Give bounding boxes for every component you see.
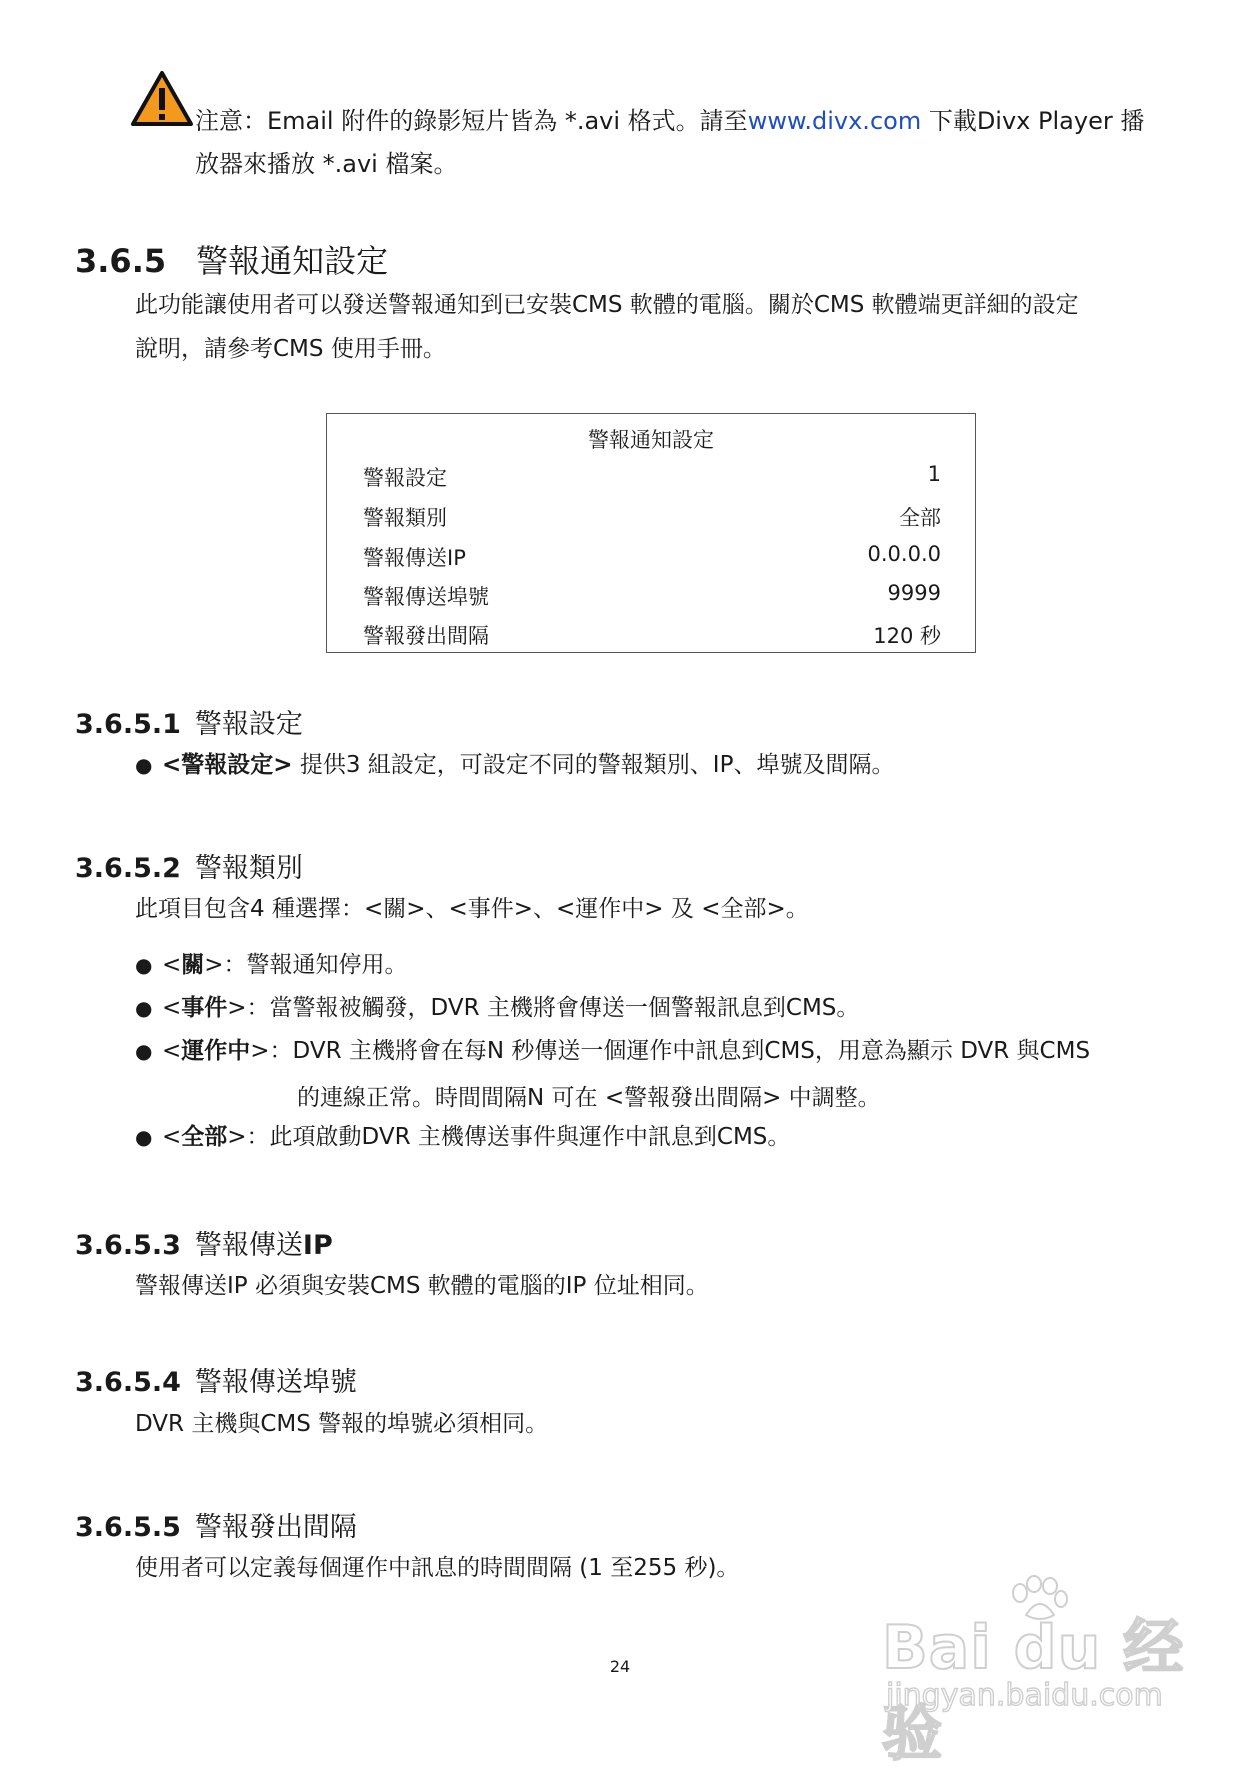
- bullet-icon: ●: [135, 1125, 153, 1149]
- bullet-term: 運作中: [181, 1038, 251, 1064]
- list-item: [135, 1030, 1090, 1073]
- section-intro: [135, 283, 1180, 371]
- note-line2: 放器來播放 *.avi 檔案。: [195, 150, 458, 178]
- menu-row-value: 9999: [887, 581, 941, 605]
- bullet-term: <警報設定>: [162, 752, 293, 778]
- menu-row[interactable]: [363, 542, 941, 572]
- subsection-text: DVR 主機與CMS 警報的埠號必須相同。: [135, 1411, 549, 1437]
- subsection-heading: [75, 702, 303, 741]
- subsection-number: 3.6.5.2: [75, 853, 181, 884]
- bullet-term: 事件: [181, 995, 228, 1021]
- bracket: <: [162, 952, 182, 978]
- bullet-text: >：警報通知停用。: [204, 952, 408, 978]
- menu-title: 警報通知設定: [588, 428, 714, 452]
- subsection-title: 警報發出間隔: [194, 1512, 357, 1543]
- bullet-icon: ●: [135, 753, 153, 777]
- subsection-heading: [75, 1360, 357, 1399]
- bullet-icon: ●: [135, 953, 153, 977]
- section-heading: [75, 236, 388, 282]
- intro-line2: 說明，請參考CMS 使用手冊。: [135, 336, 446, 362]
- divx-link[interactable]: www.divx.com: [747, 107, 922, 135]
- bullet-icon: ●: [135, 996, 153, 1020]
- intro-line1: 此功能讓使用者可以發送警報通知到已安裝CMS 軟體的電腦。關於CMS 軟體端更詳細的設定: [135, 292, 1079, 318]
- note-line1-tail: 下載Divx Player 播: [921, 107, 1145, 135]
- list-item: [135, 1116, 790, 1159]
- page-number: 24: [609, 1657, 631, 1676]
- watermark-main: Bai du 经验: [882, 1613, 1185, 1769]
- menu-row[interactable]: [363, 462, 941, 492]
- menu-row-label: 警報傳送埠號: [363, 585, 489, 609]
- menu-row[interactable]: [363, 502, 941, 532]
- baidu-watermark: [880, 1575, 1200, 1769]
- subsection-title: 警報類別: [194, 853, 303, 884]
- subsection-title: 警報設定: [194, 709, 303, 740]
- menu-row-value: 1: [927, 462, 941, 486]
- bracket: <: [162, 1038, 182, 1064]
- menu-row-value: 0.0.0.0: [867, 542, 941, 566]
- subsection-intro: 此項目包含4 種選擇：<關>、<事件>、<運作中> 及 <全部>。: [135, 896, 809, 922]
- menu-row-label: 警報類別: [363, 506, 447, 530]
- list-item: [135, 987, 859, 1030]
- section-title: 警報通知設定: [196, 242, 389, 280]
- list-item: [135, 944, 408, 987]
- watermark-url: jingyan.baidu.com: [886, 1678, 1163, 1713]
- subsection-text: 使用者可以定義每個運作中訊息的時間間隔 (1 至255 秒)。: [135, 1555, 740, 1581]
- subsection-heading: [75, 1505, 357, 1544]
- subsection-title-ip: IP: [302, 1230, 333, 1261]
- bracket: <: [162, 1124, 182, 1150]
- menu-row[interactable]: [363, 620, 941, 650]
- bullet-continuation: 的連線正常。時間間隔N 可在 <警報發出間隔> 中調整。: [297, 1085, 881, 1111]
- bullet-term: 關: [181, 952, 205, 978]
- subsection-title: 警報傳送埠號: [194, 1367, 357, 1398]
- menu-row[interactable]: [363, 581, 941, 611]
- alarm-notify-menu: [326, 413, 976, 653]
- bullet-term: 全部: [181, 1124, 228, 1150]
- bracket: <: [162, 995, 182, 1021]
- section-number: 3.6.5: [75, 242, 167, 280]
- subsection-title: 警報傳送: [194, 1230, 303, 1261]
- bullet-text: >：DVR 主機將會在每N 秒傳送一個運作中訊息到CMS，用意為顯示 DVR 與CMS: [250, 1038, 1091, 1064]
- menu-row-label: 警報發出間隔: [363, 624, 489, 648]
- subsection-number: 3.6.5.5: [75, 1512, 181, 1543]
- bullet-text: >：當警報被觸發，DVR 主機將會傳送一個警報訊息到CMS。: [227, 995, 860, 1021]
- subsection-text: 警報傳送IP 必須與安裝CMS 軟體的電腦的IP 位址相同。: [135, 1273, 709, 1299]
- subsection-heading: [75, 1223, 333, 1262]
- subsection-number: 3.6.5.3: [75, 1230, 181, 1261]
- bullet-text: 提供3 組設定，可設定不同的警報類別、IP、埠號及間隔。: [292, 752, 895, 778]
- warning-icon: [130, 70, 194, 128]
- bullet-text: >：此項啟動DVR 主機傳送事件與運作中訊息到CMS。: [227, 1124, 791, 1150]
- note-line1: 注意：Email 附件的錄影短片皆為 *.avi 格式。請至: [195, 107, 748, 135]
- menu-row-value: 全部: [899, 506, 941, 530]
- menu-row-label: 警報設定: [363, 466, 447, 490]
- list-item: [135, 744, 894, 787]
- subsection-number: 3.6.5.1: [75, 709, 181, 740]
- menu-row-label: 警報傳送IP: [363, 546, 466, 570]
- bullet-icon: ●: [135, 1039, 153, 1063]
- subsection-number: 3.6.5.4: [75, 1367, 181, 1398]
- subsection-heading: [75, 846, 303, 885]
- menu-row-value: 120 秒: [873, 624, 941, 648]
- note-text: [195, 100, 1180, 186]
